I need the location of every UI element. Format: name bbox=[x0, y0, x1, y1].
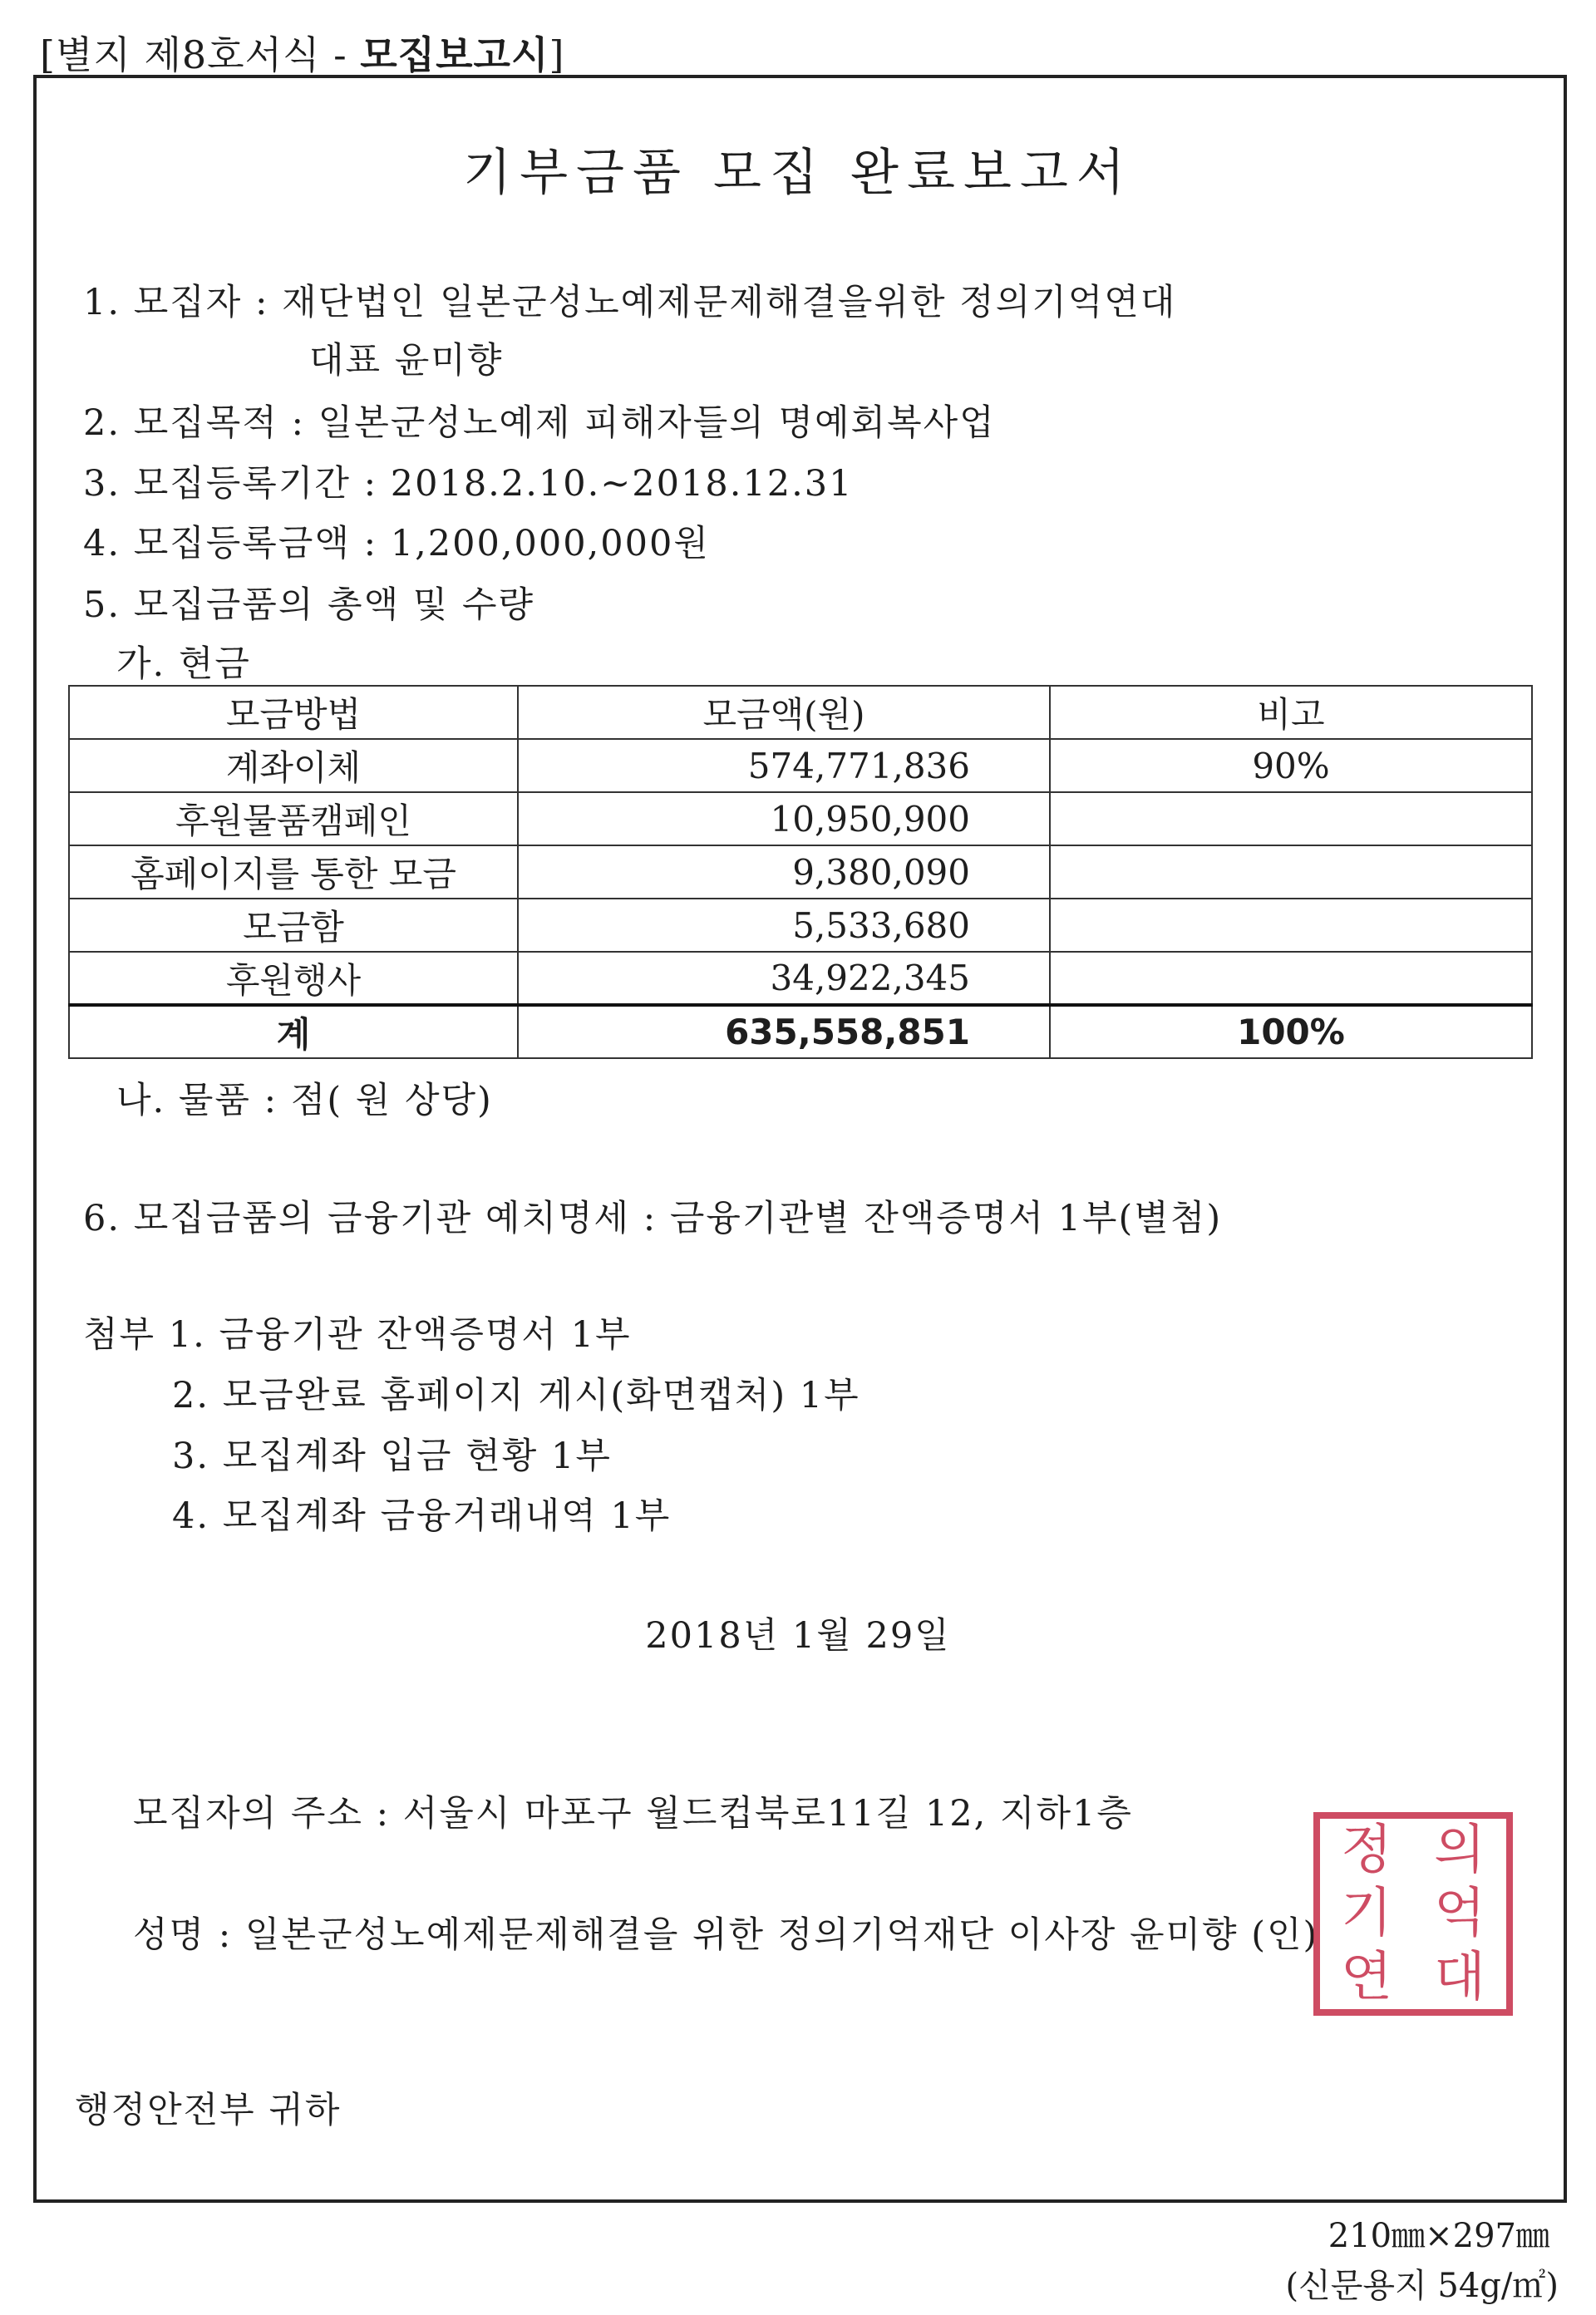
purpose-line: 2. 모집목적 : 일본군성노예제 피해자들의 명예회복사업 bbox=[83, 402, 996, 444]
total-amount: 635,558,851 bbox=[518, 1005, 1050, 1058]
table-total-row bbox=[69, 1005, 1532, 1058]
seal-char: 억 bbox=[1434, 1883, 1485, 1945]
document-title: 기부금품 모집 완료보고서 bbox=[463, 144, 1133, 202]
deposit-line: 6. 모집금품의 금융기관 예치명세 : 금융기관별 잔액증명서 1부(별첨) bbox=[83, 1198, 1223, 1239]
table-row bbox=[69, 952, 1532, 1005]
period-line: 3. 모집등록기간 : 2018.2.10.~2018.12.31 bbox=[83, 463, 854, 505]
cash-table bbox=[68, 685, 1533, 1059]
row-method: 후원행사 bbox=[69, 952, 518, 1005]
row-amount: 574,771,836 bbox=[518, 739, 1050, 792]
recruiter-signature: 성명 : 일본군성노예제문제해결을 위한 정의기억재단 이사장 윤미향 (인) bbox=[133, 1914, 1319, 1956]
amount-line: 4. 모집등록금액 : 1,200,000,000원 bbox=[83, 523, 710, 564]
attachment-item: 2. 모금완료 홈페이지 게시(화면캡처) 1부 bbox=[172, 1375, 860, 1416]
header-note: 비고 bbox=[1050, 686, 1532, 739]
paper-spec: (신문용지 54g/㎡) bbox=[1285, 2267, 1559, 2305]
row-note: 90% bbox=[1050, 739, 1532, 792]
form-label bbox=[40, 25, 564, 80]
row-note bbox=[1050, 952, 1532, 1005]
totals-heading: 5. 모집금품의 총액 및 수량 bbox=[83, 584, 535, 626]
recruiter-rep-line: 대표 윤미향 bbox=[309, 340, 504, 382]
row-amount: 5,533,680 bbox=[518, 899, 1050, 952]
table-row bbox=[69, 899, 1532, 952]
row-method: 모금함 bbox=[69, 899, 518, 952]
cash-heading: 가. 현금 bbox=[116, 643, 251, 685]
seal-char: 정 bbox=[1341, 1820, 1392, 1882]
seal-char: 기 bbox=[1341, 1883, 1392, 1945]
official-seal bbox=[1313, 1812, 1513, 2016]
row-amount: 9,380,090 bbox=[518, 845, 1050, 899]
header-method: 모금방법 bbox=[69, 686, 518, 739]
recruiter-line: 1. 모집자 : 재단법인 일본군성노예제문제해결을위한 정의기억연대 bbox=[83, 282, 1177, 323]
addressee: 행정안전부 귀하 bbox=[75, 2090, 342, 2131]
total-method: 계 bbox=[69, 1005, 518, 1058]
seal-char: 의 bbox=[1434, 1820, 1485, 1882]
row-method: 후원물품캠페인 bbox=[69, 792, 518, 845]
row-method: 홈페이지를 통한 모금 bbox=[69, 845, 518, 899]
row-amount: 34,922,345 bbox=[518, 952, 1050, 1005]
recruiter-address: 모집자의 주소 : 서울시 마포구 월드컵북로11길 12, 지하1층 bbox=[133, 1793, 1133, 1835]
table-row bbox=[69, 739, 1532, 792]
row-note bbox=[1050, 899, 1532, 952]
seal-char: 대 bbox=[1434, 1946, 1485, 2008]
row-note bbox=[1050, 792, 1532, 845]
goods-line: 나. 물품 : 점( 원 상당) bbox=[116, 1080, 493, 1121]
table-row bbox=[69, 792, 1532, 845]
row-method: 계좌이체 bbox=[69, 739, 518, 792]
form-label-suffix: ] bbox=[549, 32, 565, 77]
table-row bbox=[69, 845, 1532, 899]
total-note: 100% bbox=[1050, 1005, 1532, 1058]
form-label-bold: 모집보고시 bbox=[360, 32, 549, 77]
form-label-prefix: [별지 제8호서식 - bbox=[40, 32, 361, 77]
row-amount: 10,950,900 bbox=[518, 792, 1050, 845]
paper-size: 210㎜×297㎜ bbox=[1328, 2217, 1549, 2255]
attachment-item: 첨부 1. 금융기관 잔액증명서 1부 bbox=[83, 1314, 632, 1356]
row-note bbox=[1050, 845, 1532, 899]
attachment-item: 4. 모집계좌 금융거래내역 1부 bbox=[172, 1495, 672, 1537]
header-amount: 모금액(원) bbox=[518, 686, 1050, 739]
report-date: 2018년 1월 29일 bbox=[645, 1615, 951, 1657]
seal-char: 연 bbox=[1341, 1946, 1392, 2008]
attachment-item: 3. 모집계좌 입금 현황 1부 bbox=[172, 1436, 612, 1477]
table-header-row bbox=[69, 686, 1532, 739]
